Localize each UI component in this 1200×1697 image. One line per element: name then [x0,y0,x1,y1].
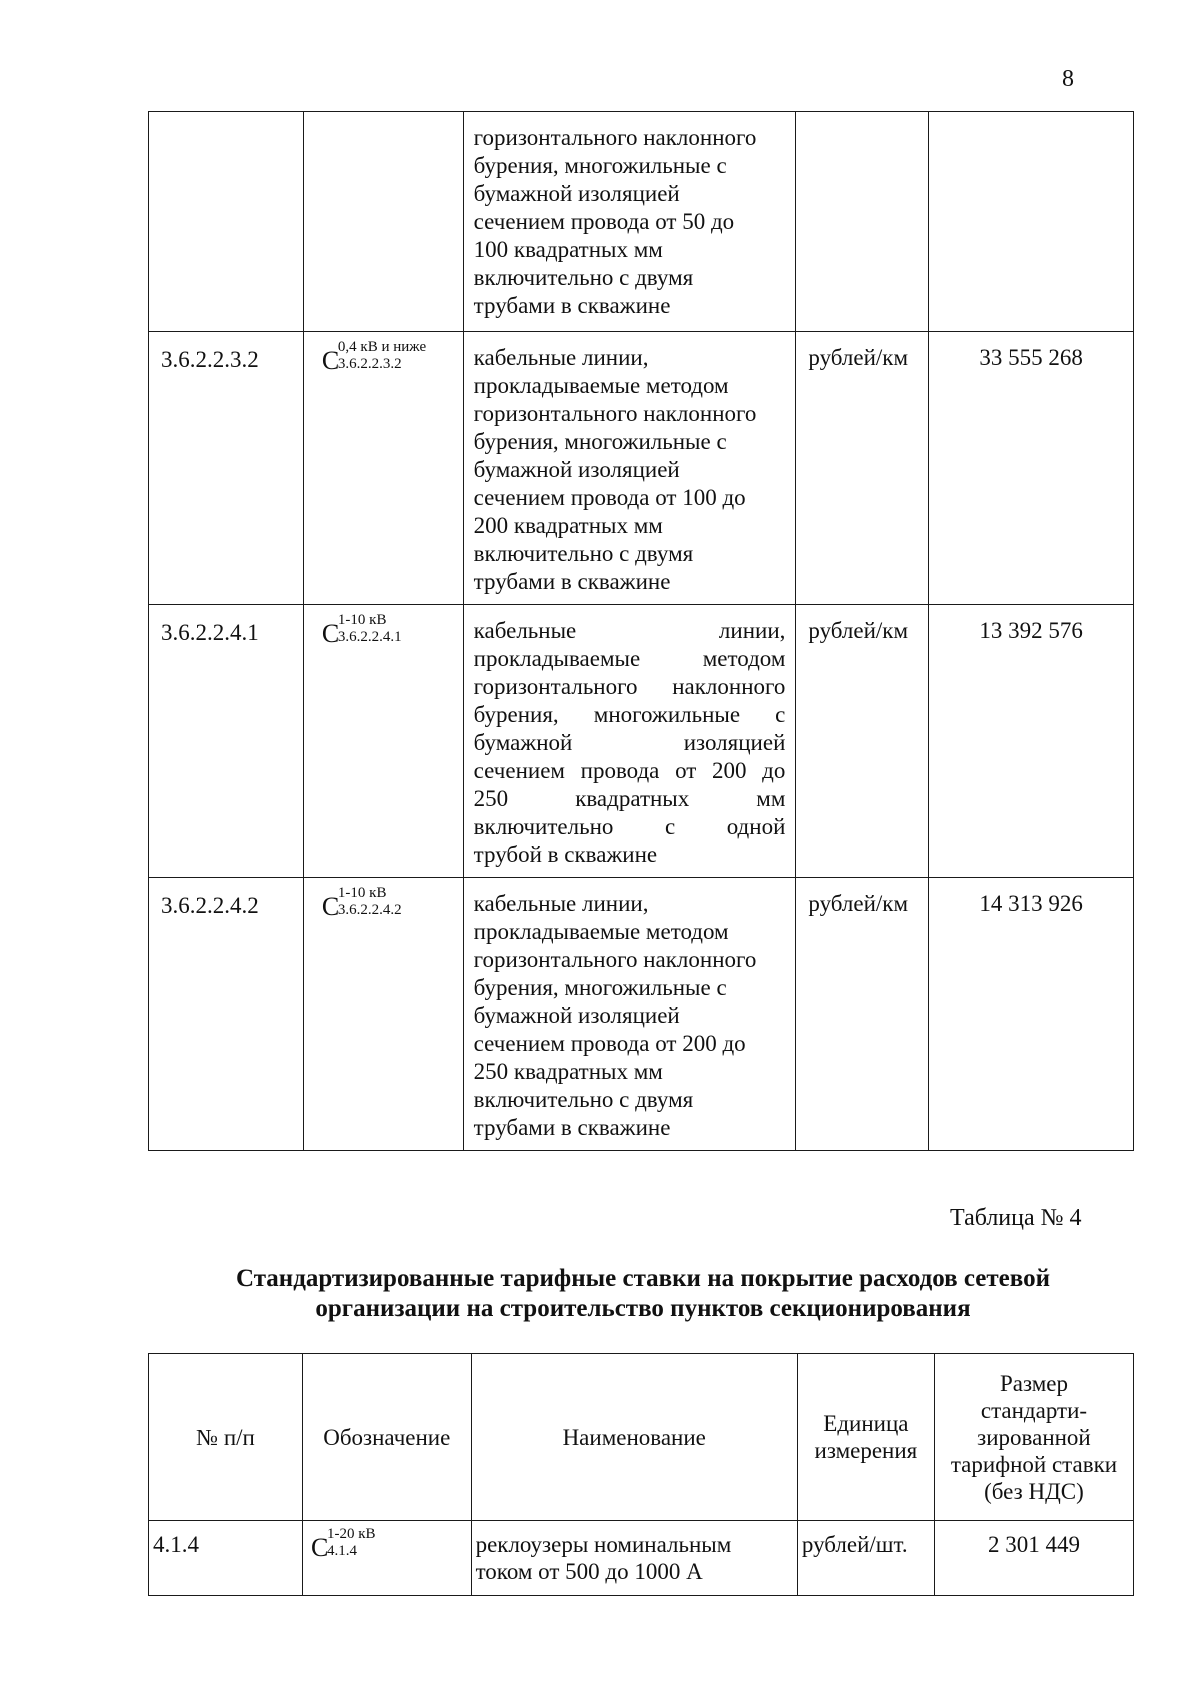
unit-cell: рублей/шт. [797,1521,934,1596]
designation-cell [303,605,463,878]
name-line: включительно с двумя [473,1087,694,1112]
name-cell [471,1521,797,1596]
name-cell [463,605,796,878]
table-row [149,332,1134,605]
header-designation: Обозначение [302,1354,471,1521]
formula-base: С [321,892,340,921]
formula-base: С [321,619,340,648]
name-line: сечением провода от 50 до [473,209,735,234]
unit-cell [796,112,929,332]
formula-base: С [310,1533,329,1562]
table-header-row [149,1354,1134,1521]
name-line: бурения, многожильные с [473,153,727,178]
table-row [149,878,1134,1151]
row-number-cell: 4.1.4 [149,1521,303,1596]
name-line: сечением провода от 200 до [473,758,786,783]
table-caption: Таблица № 4 [950,1205,1082,1231]
formula-subscript: 3.6.2.2.4.2 [337,902,402,918]
header-unit [797,1354,934,1521]
header-name: Наименование [471,1354,797,1521]
value-cell: 33 555 268 [929,332,1134,605]
header-num: № п/п [149,1354,303,1521]
header-value-line: (без НДС) [984,1478,1084,1504]
row-number-cell [149,112,304,332]
formula-base: С [321,346,340,375]
name-line: током от 500 до 1000 А [475,1559,703,1584]
table-row [149,1521,1134,1596]
name-line: реклоузеры номинальным [475,1532,732,1557]
header-unit-line: измерения [814,1438,918,1463]
unit-cell: рублей/км [796,332,929,605]
name-line: трубами в скважине [473,569,671,594]
name-line: бурения, многожильные с [473,702,786,727]
name-line: горизонтального наклонного [473,401,757,426]
name-line: 250 квадратных мм [473,1059,663,1084]
name-line: 250 квадратных мм [473,786,786,811]
name-cell [463,332,796,605]
name-line: включительно с одной [473,814,786,839]
formula-superscript: 1-10 кВ [337,885,387,901]
name-line: включительно с двумя [473,541,694,566]
header-value [934,1354,1133,1521]
header-value-line: тарифной ставки [950,1451,1118,1477]
name-line: бурения, многожильные с [473,975,727,1000]
name-line: горизонтального наклонного [473,125,757,150]
name-line: бумажной изоляцией [473,1003,680,1028]
name-line: кабельные линии, [473,345,649,370]
designation-cell [303,878,463,1151]
table-row [149,112,1134,332]
formula-superscript: 1-20 кВ [326,1526,376,1542]
tariff-formula-code [321,339,427,378]
value-cell: 13 392 576 [929,605,1134,878]
name-line: бумажной изоляцией [473,457,680,482]
row-number-cell: 3.6.2.2.3.2 [149,332,304,605]
name-line: включительно с двумя [473,265,694,290]
table-title-line: Стандартизированные тарифные ставки на покрытие расходов сетевой [235,1265,1051,1292]
name-line: 100 квадратных мм [473,237,663,262]
designation-cell [302,1521,471,1596]
formula-subscript: 3.6.2.2.3.2 [337,356,402,372]
designation-cell [303,112,463,332]
value-cell: 2 301 449 [934,1521,1133,1596]
header-value-line: стандарти- [980,1397,1088,1423]
formula-superscript: 1-10 кВ [337,612,387,628]
name-line: трубами в скважине [473,293,671,318]
name-cell [463,878,796,1151]
unit-cell: рублей/км [796,605,929,878]
header-value-line: Размер [999,1370,1068,1396]
header-value-line: зированной [977,1424,1091,1450]
row-number-cell: 3.6.2.2.4.1 [149,605,304,878]
name-line: прокладываемые методом [473,373,729,398]
formula-subscript: 3.6.2.2.4.1 [337,629,402,645]
tariff-table-continued [148,111,1134,1151]
formula-subscript: 4.1.4 [326,1543,357,1559]
designation-cell [303,332,463,605]
name-line: бумажной изоляцией [473,730,786,755]
name-line: прокладываемые методом [473,919,729,944]
name-line: кабельные линии, [473,618,786,643]
formula-superscript: 0,4 кВ и ниже [337,339,427,355]
unit-cell: рублей/км [796,878,929,1151]
table-title [150,1264,1136,1324]
row-number-cell: 3.6.2.2.4.2 [149,878,304,1151]
header-unit-line: Единица [823,1411,909,1436]
name-cell [463,112,796,332]
name-line: кабельные линии, [473,891,649,916]
tariff-table-4 [148,1353,1134,1596]
tariff-formula-code [321,612,402,651]
table-title-line: организации на строительство пунктов секционирования [315,1295,971,1322]
table-row [149,605,1134,878]
name-line: горизонтального наклонного [473,674,786,699]
tariff-formula-code [321,885,402,924]
value-cell [929,112,1134,332]
name-line: 200 квадратных мм [473,513,663,538]
name-line: бумажной изоляцией [473,181,680,206]
tariff-formula-code [310,1526,376,1565]
name-line: горизонтального наклонного [473,947,757,972]
name-line: трубами в скважине [473,1115,671,1140]
name-line: бурения, многожильные с [473,429,727,454]
name-line: трубой в скважине [473,842,658,867]
page-number: 8 [1062,66,1074,92]
value-cell: 14 313 926 [929,878,1134,1151]
name-line: прокладываемые методом [473,646,786,671]
name-line: сечением провода от 200 до [473,1031,746,1056]
name-line: сечением провода от 100 до [473,485,746,510]
